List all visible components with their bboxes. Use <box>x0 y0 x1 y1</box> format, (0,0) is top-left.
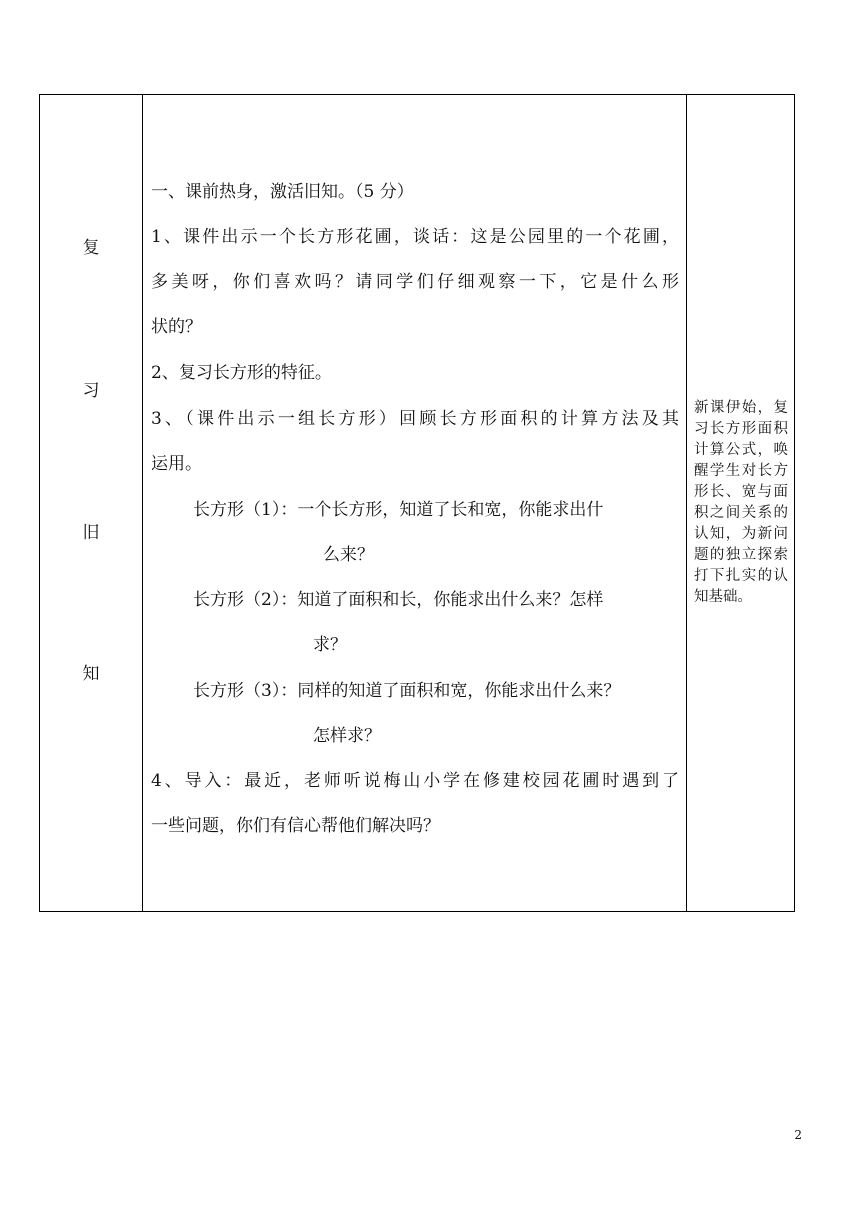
rect3-line2: 怎样求？ <box>313 726 381 746</box>
item1-line1: 1、课件出示一个长方形花圃，谈话：这是公园里的一个花圃， <box>151 227 679 247</box>
item4-line2: 一些问题，你们有信心帮他们解决吗？ <box>151 816 440 836</box>
content-heading: 一、课前热身，激活旧知。（5 分） <box>151 182 414 202</box>
item3-line1: 3、（课件出示一组长方形）回顾长方形面积的计算方法及其 <box>151 409 679 429</box>
rect2-line1: 长方形（2）：知道了面积和长，你能求出什么来？怎样 <box>193 590 604 610</box>
section-char-4: 知 <box>82 664 100 684</box>
table-row <box>40 95 795 912</box>
section-char-2: 习 <box>82 381 100 401</box>
page-number: 2 <box>794 1128 802 1142</box>
item3-line2: 运用。 <box>151 454 202 474</box>
item2-line: 2、复习长方形的特征。 <box>151 363 332 383</box>
item1-line2: 多美呀，你们喜欢吗？请同学们仔细观察一下，它是什么形 <box>151 272 679 292</box>
rect3-line1: 长方形（3）：同样的知道了面积和宽，你能求出什么来？ <box>193 681 621 701</box>
notes-text: 新课伊始，复习长方形面积计算公式，唤醒学生对长方形长、宽与面积之间关系的认知，为新问题的独立探索打下扎实的认知基础。 <box>694 400 788 605</box>
content-cell <box>143 95 687 912</box>
rect2-line2: 求？ <box>313 635 347 655</box>
section-char-3: 旧 <box>82 523 100 543</box>
section-char-1: 复 <box>82 238 100 258</box>
item4-line1: 4、导入：最近，老师听说梅山小学在修建校园花圃时遇到了 <box>151 771 679 791</box>
notes-cell <box>687 95 795 912</box>
rect1-line1: 长方形（1）：一个长方形，知道了长和宽，你能求出什 <box>193 500 604 520</box>
section-title-cell <box>40 95 143 912</box>
item1-line3: 状的？ <box>151 317 202 337</box>
lesson-plan-table <box>39 94 795 912</box>
rect1-line2: 么来？ <box>323 545 374 565</box>
